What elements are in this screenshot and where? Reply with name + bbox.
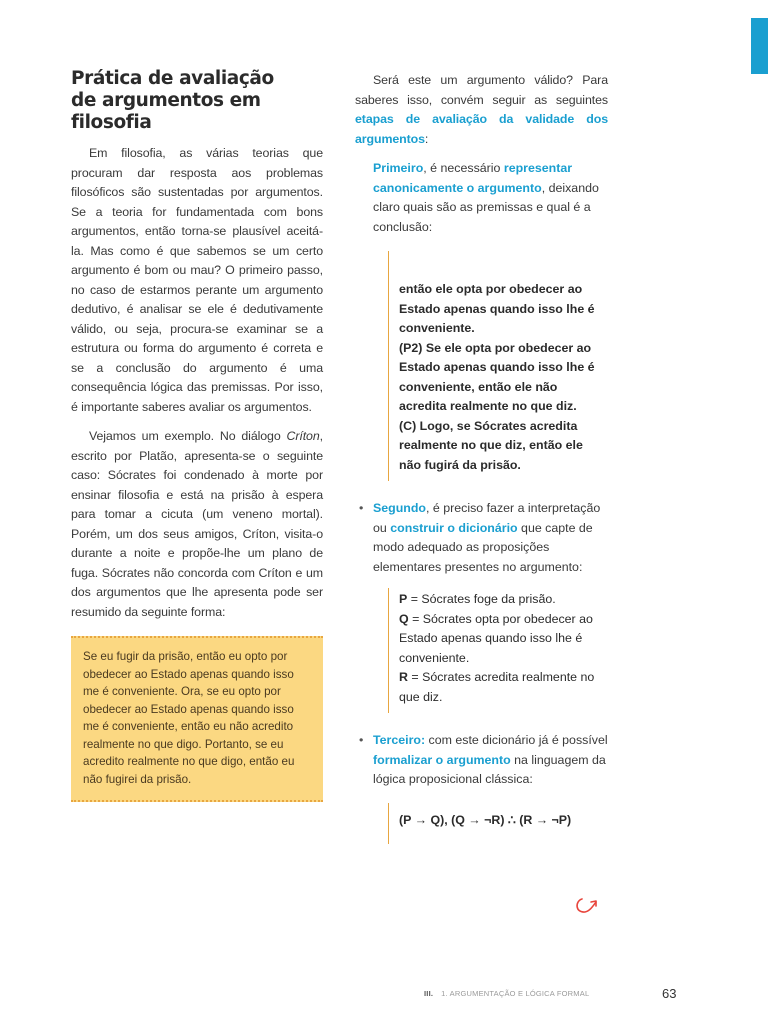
step-second: • Segundo, é preciso fazer a interpretação ou construir o dicionário que capte de modo adequado as proposições elementares presentes no argumento: (359, 501, 601, 574)
example-paragraph: Vejamos um exemplo. No diálogo Críton, escrito por Platão, apresenta-se o seguinte caso: Sócrates foi condenado à morte por ensinar filosofia e está na prisão à espera para tomar a cicuta (um veneno mortal). Porém, um dos seus amigos, Críton, visita-o durante a noite e propõe-lhe um plano de fuga. Sócrates não concorda com Críton e um dos argumentos que lhe apresenta pode ser resumido da seguinte forma: (71, 429, 323, 619)
dict-entry-q: Q = Sócrates opta por obedecer ao Estado apenas quando isso lhe é conveniente. (399, 611, 593, 665)
argument-quote-box: Se eu fugir da prisão, então eu opto por obedecer ao Estado apenas quando isso me é conveniente. Ora, se eu opto por obedecer ao Estado apenas quando isso me é conveniente, então eu não acredito realmente no que digo. Portanto, se eu acredito realmente no que digo, então eu não fugirei da prisão. (71, 636, 323, 802)
steps-highlight: etapas de avaliação da validade dos argumentos (355, 112, 608, 146)
next-page-arrow-icon (573, 895, 601, 917)
dict-entry-r: R = Sócrates acredita realmente no que diz. (399, 670, 595, 704)
left-column (71, 68, 323, 802)
dialogue-title: Críton (286, 429, 320, 443)
formalized-argument: (P → Q), (Q → ¬R) ∴ (R → ¬P) (388, 803, 608, 845)
step-third: • Terceiro: com este dicionário já é possível formalizar o argumento na linguagem da lógica proposicional clássica: (359, 733, 608, 786)
title-line-2: de argumentos em filosofia (71, 90, 261, 133)
argument-line-1: então ele opta por obedecer ao Estado apenas quando isso lhe é conveniente. (399, 282, 595, 335)
canonical-argument (388, 251, 608, 481)
section-title (71, 68, 323, 134)
steps-intro: Será este um argumento válido? Para saberes isso, convém seguir as seguintes etapas de avaliação da validade dos argumentos: (355, 73, 608, 146)
bullet-icon: • (359, 501, 364, 515)
unit-number: III. (424, 989, 434, 998)
bullet-icon: • (359, 733, 364, 747)
conclusion: (C) Logo, se Sócrates acredita realmente no que diz, então ele não fugirá da prisão. (399, 418, 583, 472)
dictionary (388, 588, 608, 713)
right-column (355, 71, 608, 844)
dict-entry-p: P = Sócrates foge da prisão. (399, 592, 556, 606)
step-first: Primeiro, é necessário representar canonicamente o argumento, deixando claro quais são as premissas e qual é a conclusão: (373, 161, 599, 234)
step-third-label: Terceiro: (373, 733, 426, 747)
step-first-label: Primeiro (373, 161, 424, 175)
step-second-highlight: construir o dicionário (390, 520, 518, 535)
step-first-highlight: representar canonicamente o argumento (373, 161, 573, 195)
intro-paragraph: Em filosofia, as várias teorias que procuram dar resposta aos problemas filosóficos são sustentadas por argumentos. Se a teoria for fundamentada com bons argumentos, então torna-se plausível aceitá-la. Mas como é que sabemos se um certo argumento é bom ou mau? O primeiro passo, no caso de estarmos perante um argumento dedutivo, é analisar se ele é dedutivamente válido, ou seja, procura-se examinar se a estrutura ou forma do argumento é correta e se a conclusão do argumento é uma consequência lógica das premissas. Por isso, é importante saberes avaliar os argumentos. (71, 146, 323, 414)
title-line-1: Prática de avaliação (71, 68, 274, 89)
step-third-highlight: formalizar o argumento (373, 752, 511, 767)
footer-chapter (424, 989, 589, 998)
page-number: 63 (662, 986, 677, 1001)
chapter-name: 1. ARGUMENTAÇÃO E LÓGICA FORMAL (441, 989, 590, 998)
chapter-tab-marker (751, 18, 768, 74)
step-second-label: Segundo (373, 501, 426, 515)
premise-2: (P2) Se ele opta por obedecer ao Estado apenas quando isso lhe é conveniente, então ele não acredita realmente no que diz. (399, 340, 595, 413)
